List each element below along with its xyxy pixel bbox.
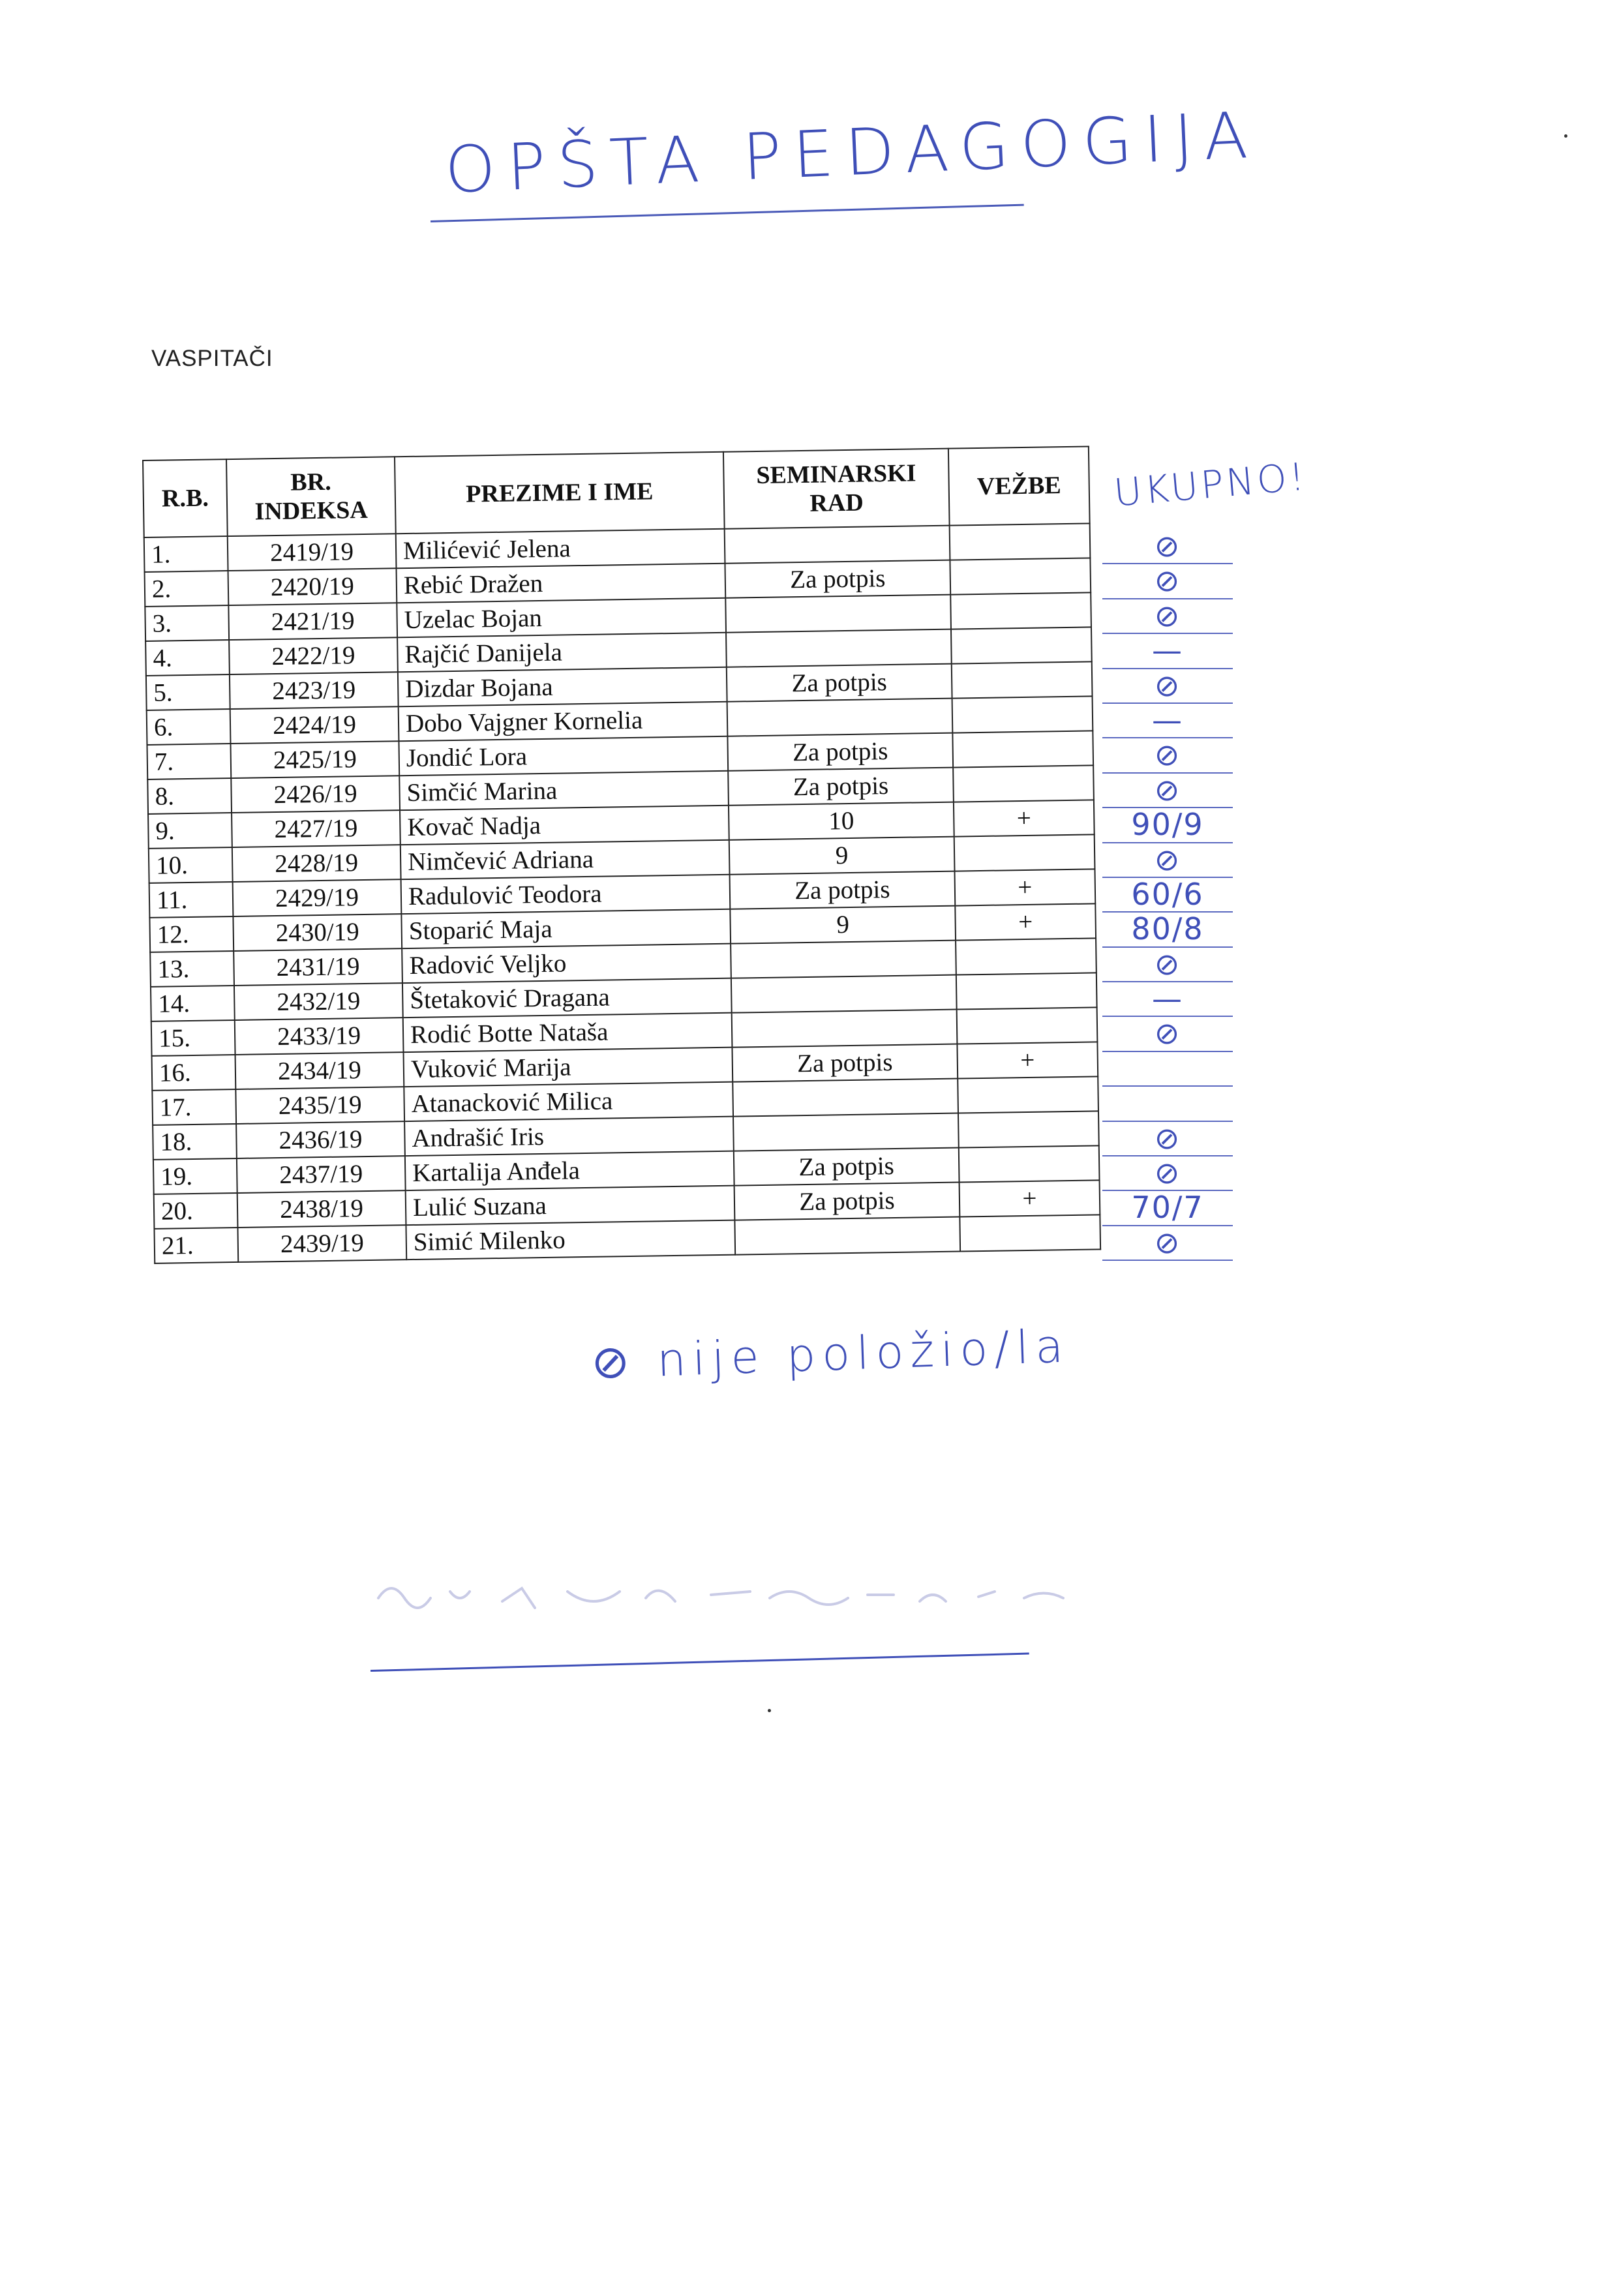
cell-seminar bbox=[725, 595, 951, 633]
cell-seminar bbox=[726, 629, 952, 667]
header-name: PREZIME I IME bbox=[395, 452, 725, 534]
cell-rb: 11. bbox=[149, 882, 234, 918]
cell-vezbe: + bbox=[955, 903, 1096, 940]
cell-vezbe bbox=[956, 938, 1096, 974]
handwritten-total: ⊘ bbox=[1102, 948, 1233, 982]
cell-rb: 18. bbox=[153, 1124, 237, 1160]
handwritten-total: ⊘ bbox=[1102, 669, 1233, 704]
cell-index: 2427/19 bbox=[232, 810, 400, 847]
cell-vezbe bbox=[950, 592, 1091, 629]
cell-vezbe: + bbox=[960, 1180, 1100, 1216]
faded-underline bbox=[370, 1653, 1029, 1672]
cell-seminar: Za potpis bbox=[732, 1044, 958, 1082]
cell-index: 2423/19 bbox=[230, 672, 399, 709]
handwritten-total: ⊘ bbox=[1102, 1226, 1233, 1261]
cell-rb: 17. bbox=[152, 1089, 236, 1125]
cell-vezbe: + bbox=[957, 1042, 1098, 1078]
handwritten-total: — bbox=[1102, 634, 1233, 669]
cell-seminar: Za potpis bbox=[728, 768, 954, 806]
handwritten-total: — bbox=[1102, 704, 1233, 738]
cell-seminar bbox=[731, 941, 956, 978]
cell-index: 2438/19 bbox=[237, 1190, 406, 1228]
cell-index: 2435/19 bbox=[235, 1087, 404, 1124]
section-label: VASPITAČI bbox=[151, 346, 273, 371]
handwritten-total: 70/7 bbox=[1102, 1191, 1233, 1226]
cell-rb: 21. bbox=[154, 1228, 238, 1263]
roster-body bbox=[144, 523, 1100, 1263]
cell-name: Atanacković Milica bbox=[404, 1082, 733, 1121]
cell-name: Milićević Jelena bbox=[396, 529, 725, 568]
cell-name: Vuković Marija bbox=[404, 1048, 733, 1087]
cell-index: 2432/19 bbox=[234, 983, 403, 1020]
cell-seminar bbox=[727, 699, 953, 736]
cell-vezbe bbox=[958, 1111, 1099, 1147]
handwritten-total: ⊘ bbox=[1102, 1156, 1233, 1191]
cell-rb: 16. bbox=[152, 1055, 236, 1091]
cell-seminar: Za potpis bbox=[734, 1148, 960, 1186]
cell-seminar: Za potpis bbox=[727, 733, 953, 771]
cell-vezbe bbox=[952, 661, 1093, 698]
cell-rb: 12. bbox=[149, 916, 234, 952]
cell-rb: 10. bbox=[149, 847, 233, 883]
cell-name: Jondić Lora bbox=[399, 736, 728, 776]
cell-index: 2437/19 bbox=[237, 1156, 406, 1193]
handwritten-total: ⊘ bbox=[1102, 1017, 1233, 1051]
cell-vezbe bbox=[950, 523, 1091, 560]
cell-vezbe: + bbox=[954, 800, 1095, 836]
cell-vezbe bbox=[958, 1076, 1098, 1113]
handwritten-total: 60/6 bbox=[1102, 878, 1233, 913]
cell-rb: 7. bbox=[147, 744, 231, 779]
handwritten-total: — bbox=[1102, 982, 1233, 1017]
cell-index: 2434/19 bbox=[235, 1052, 404, 1089]
handwritten-total: ⊘ bbox=[1102, 564, 1233, 599]
cell-vezbe bbox=[953, 765, 1094, 802]
cell-vezbe bbox=[952, 731, 1093, 767]
faded-scribble bbox=[372, 1565, 1155, 1624]
cell-name: Radović Veljko bbox=[402, 944, 731, 983]
cell-vezbe bbox=[952, 696, 1093, 733]
cell-rb: 6. bbox=[147, 709, 231, 745]
cell-index: 2421/19 bbox=[228, 603, 397, 640]
header-index: BR. INDEKSA bbox=[226, 457, 396, 536]
cell-seminar: 10 bbox=[729, 802, 954, 840]
speck-mark bbox=[768, 1709, 771, 1712]
cell-index: 2425/19 bbox=[230, 741, 399, 778]
roster-table-wrap bbox=[142, 446, 1101, 1263]
cell-rb: 9. bbox=[148, 813, 232, 849]
cell-name: Dizdar Bojana bbox=[398, 667, 727, 706]
handwritten-total: ⊘ bbox=[1102, 1122, 1233, 1156]
cell-name: Kovač Nadja bbox=[400, 806, 729, 845]
cell-index: 2428/19 bbox=[232, 845, 401, 882]
handwritten-total: ⊘ bbox=[1102, 599, 1233, 634]
cell-seminar: 9 bbox=[729, 837, 955, 875]
table-header-row bbox=[143, 446, 1090, 537]
handwritten-total: ⊘ bbox=[1102, 530, 1233, 564]
cell-index: 2429/19 bbox=[233, 879, 402, 916]
cell-index: 2439/19 bbox=[237, 1225, 406, 1262]
cell-name: Stoparić Maja bbox=[401, 909, 731, 948]
cell-vezbe bbox=[950, 558, 1091, 594]
cell-name: Andrašić Iris bbox=[404, 1117, 734, 1156]
cell-name: Štetaković Dragana bbox=[402, 978, 732, 1018]
cell-vezbe bbox=[956, 973, 1097, 1009]
cell-name: Kartalija Anđela bbox=[405, 1151, 734, 1190]
roster-table bbox=[142, 446, 1101, 1263]
cell-vezbe bbox=[959, 1145, 1100, 1182]
cell-seminar bbox=[734, 1217, 960, 1255]
cell-rb: 4. bbox=[145, 640, 230, 676]
cell-name: Dobo Vajgner Kornelia bbox=[399, 702, 728, 741]
handwritten-legend: ⊘ nije položio/la bbox=[590, 1319, 1071, 1389]
cell-name: Simić Milenko bbox=[406, 1220, 735, 1260]
cell-index: 2433/19 bbox=[235, 1018, 404, 1055]
cell-rb: 15. bbox=[151, 1020, 235, 1056]
cell-vezbe bbox=[957, 1007, 1098, 1044]
cell-rb: 19. bbox=[153, 1158, 237, 1194]
handwritten-total: 90/9 bbox=[1102, 808, 1233, 843]
cell-name: Radulović Teodora bbox=[401, 875, 731, 914]
speck-mark bbox=[1564, 134, 1567, 138]
cell-vezbe bbox=[960, 1215, 1100, 1251]
cell-name: Rajčić Danijela bbox=[397, 633, 727, 672]
cell-seminar bbox=[731, 975, 957, 1013]
cell-rb: 5. bbox=[146, 674, 230, 710]
handwritten-title: OPŠTA PEDAGOGIJA bbox=[444, 98, 1261, 208]
cell-seminar: Za potpis bbox=[730, 871, 956, 909]
header-rb: R.B. bbox=[143, 459, 228, 537]
cell-index: 2426/19 bbox=[231, 776, 400, 813]
handwritten-totals-header: UKUPNO! bbox=[1112, 454, 1309, 515]
cell-name: Rebić Dražen bbox=[397, 564, 726, 603]
title-underline bbox=[431, 204, 1024, 222]
cell-vezbe bbox=[951, 627, 1092, 663]
cell-index: 2424/19 bbox=[230, 706, 399, 744]
cell-rb: 8. bbox=[147, 778, 232, 814]
handwritten-total: ⊘ bbox=[1102, 843, 1233, 878]
handwritten-totals-list bbox=[1102, 530, 1233, 1261]
cell-index: 2436/19 bbox=[236, 1121, 405, 1158]
cell-name: Lulić Suzana bbox=[406, 1186, 735, 1225]
cell-seminar: Za potpis bbox=[725, 560, 950, 598]
handwritten-total: ⊘ bbox=[1102, 738, 1233, 773]
cell-vezbe bbox=[954, 834, 1095, 871]
cell-index: 2422/19 bbox=[229, 637, 398, 674]
cell-seminar: Za potpis bbox=[734, 1183, 960, 1220]
cell-seminar: Za potpis bbox=[727, 664, 952, 702]
cell-index: 2419/19 bbox=[228, 534, 397, 571]
cell-vezbe: + bbox=[954, 869, 1095, 905]
handwritten-total: 80/8 bbox=[1102, 913, 1233, 947]
cell-seminar bbox=[732, 1010, 958, 1048]
cell-index: 2430/19 bbox=[233, 914, 402, 951]
header-vezbe: VEŽBE bbox=[948, 446, 1090, 525]
handwritten-total bbox=[1102, 1052, 1233, 1087]
handwritten-total: ⊘ bbox=[1102, 774, 1233, 808]
cell-rb: 1. bbox=[144, 536, 228, 572]
cell-index: 2420/19 bbox=[228, 568, 397, 605]
cell-name: Simčić Marina bbox=[399, 771, 729, 810]
cell-name: Nimčević Adriana bbox=[400, 840, 730, 879]
cell-rb: 2. bbox=[145, 571, 229, 607]
cell-name: Uzelac Bojan bbox=[397, 598, 726, 637]
cell-rb: 13. bbox=[150, 951, 234, 987]
cell-seminar bbox=[725, 526, 950, 564]
handwritten-total bbox=[1102, 1087, 1233, 1121]
cell-rb: 14. bbox=[151, 986, 235, 1021]
cell-index: 2431/19 bbox=[234, 948, 402, 986]
header-seminar: SEMINARSKI RAD bbox=[723, 449, 950, 529]
cell-seminar bbox=[733, 1113, 959, 1151]
cell-rb: 3. bbox=[145, 605, 229, 641]
cell-seminar: 9 bbox=[730, 906, 956, 944]
cell-rb: 20. bbox=[154, 1193, 238, 1229]
cell-name: Rodić Botte Nataša bbox=[403, 1013, 733, 1052]
cell-seminar bbox=[733, 1079, 958, 1117]
